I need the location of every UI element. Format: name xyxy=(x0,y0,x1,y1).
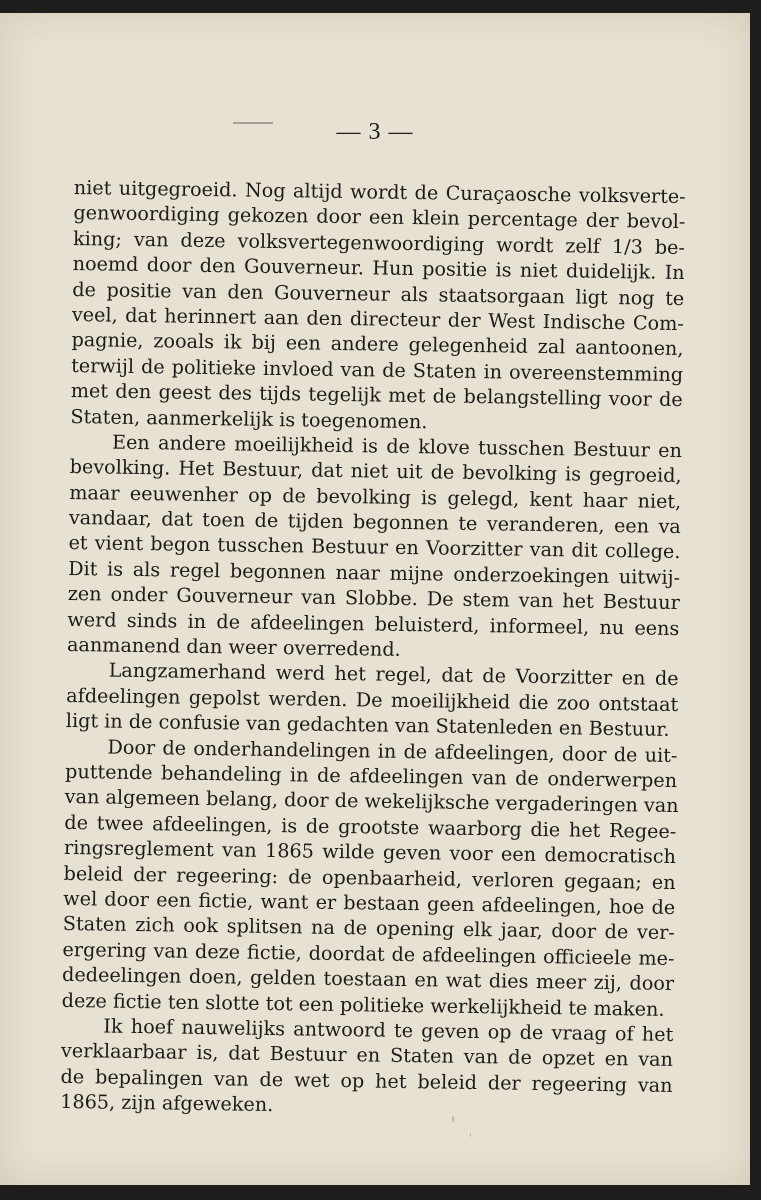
document-page xyxy=(0,13,750,1185)
text-line: vandaar, dat toen de tijden begonnen te veranderen, een va xyxy=(68,506,682,539)
text-line: met den geest des tijds tegelijk met de belangstelling voor de xyxy=(70,379,683,412)
text-line: aanmanend dan weer overredend. xyxy=(66,632,401,661)
text-line: Dit is als regel begonnen naar mijne onderzoekingen uitwij- xyxy=(67,556,681,589)
document-body xyxy=(60,175,686,1123)
text-line: Door de onderhandelingen in de afdeelingen, door de uit- xyxy=(107,735,678,767)
text-line: beleid der regeering: de openbaarheid, verloren gegaan; en xyxy=(63,861,676,894)
text-line: verklaarbaar is, dat Bestuur en Staten van de opzet en van xyxy=(60,1039,674,1072)
text-line: deze fictie ten slotte tot een politieke werkelijkheid te maken. xyxy=(61,988,665,1021)
text-line: Staten zich ook splitsen na de opening elk jaar, door de ver- xyxy=(62,912,675,945)
text-line: de bepalingen van de wet op het beleid der regeering van xyxy=(60,1064,673,1097)
text-line: noemd door den Gouverneur. Hun positie is niet duidelijk. In xyxy=(72,252,685,285)
paragraph xyxy=(60,1013,673,1124)
text-line: dedeelingen doen, gelden toestaan en wat dies meer zij, door xyxy=(61,963,675,996)
text-line: bevolking. Het Bestuur, dat niet uit de bevolking is gegroeid, xyxy=(69,455,682,488)
text-line: de positie van den Gouverneur als staatsorgaan ligt nog te xyxy=(72,277,685,310)
text-line: ligt in de confusie van gedachten van Statenleden en Bestuur. xyxy=(65,709,670,742)
paragraph xyxy=(67,429,682,667)
text-line: 1865, zijn afgeweken. xyxy=(60,1089,274,1117)
text-line: terwijl de politieke invloed van de Staten in overeenstemming xyxy=(71,353,684,386)
text-line: pagnie, zooals ik bij een andere gelegenheid zal aantoonen, xyxy=(71,328,684,361)
text-line: Een andere moeilijkheid is de klove tusschen Bestuur en xyxy=(111,430,683,462)
text-line: genwoordiging gekozen door een klein percentage der bevol- xyxy=(73,201,686,234)
text-line: afdeelingen gepolst werden. De moeilijkheid die zoo ontstaat xyxy=(66,683,679,716)
text-line: werd sinds in de afdeelingen beluisterd, informeel, nu eens xyxy=(67,607,680,640)
page-number: — 3 — xyxy=(336,119,414,145)
text-line: wel door een fictie, want er bestaan geen afdeelingen, hoe de xyxy=(63,886,676,919)
text-line: veel, dat herinnert aan den directeur der West Indische Com- xyxy=(71,302,685,336)
text-line: ringsreglement van 1865 wilde geven voor een democratisch xyxy=(63,836,677,869)
text-line: Langzamerhand werd het regel, dat de Voorzitter en de xyxy=(108,658,679,691)
text-line: van algemeen belang, door de wekelijksche vergaderingen van xyxy=(64,785,679,818)
text-line: king; van deze volksvertegenwoordiging wordt zelf 1/3 be- xyxy=(72,226,686,259)
paragraph xyxy=(66,657,679,742)
text-line: de twee afdeelingen, is de grootste waarborg die het Regee- xyxy=(64,810,677,843)
text-line: Staten, aanmerkelijk is toegenomen. xyxy=(70,404,428,433)
paragraph xyxy=(70,175,686,438)
text-line: zen onder Gouverneur van Slobbe. De stem van het Bestuur xyxy=(67,582,680,615)
paper-speck xyxy=(452,1116,454,1122)
text-line: niet uitgegroeid. Nog altijd wordt de Curaçaosche volksverte- xyxy=(73,175,686,209)
text-line: puttende behandeling in de afdeelingen van de onderwerpen xyxy=(64,759,678,792)
paragraph xyxy=(62,734,678,1022)
text-line: ergering van deze fictie, doordat de afdeelingen officieele me- xyxy=(62,937,675,970)
text-line: et vient begon tusschen Bestuur en Voorzitter van dit college. xyxy=(68,531,681,564)
text-line: maar eeuwenher op de bevolking is gelegd, kent haar niet, xyxy=(69,480,682,513)
paper-speck xyxy=(470,1133,471,1137)
text-line: Ik hoef nauwelijks antwoord te geven op de vraag of het xyxy=(103,1014,674,1046)
